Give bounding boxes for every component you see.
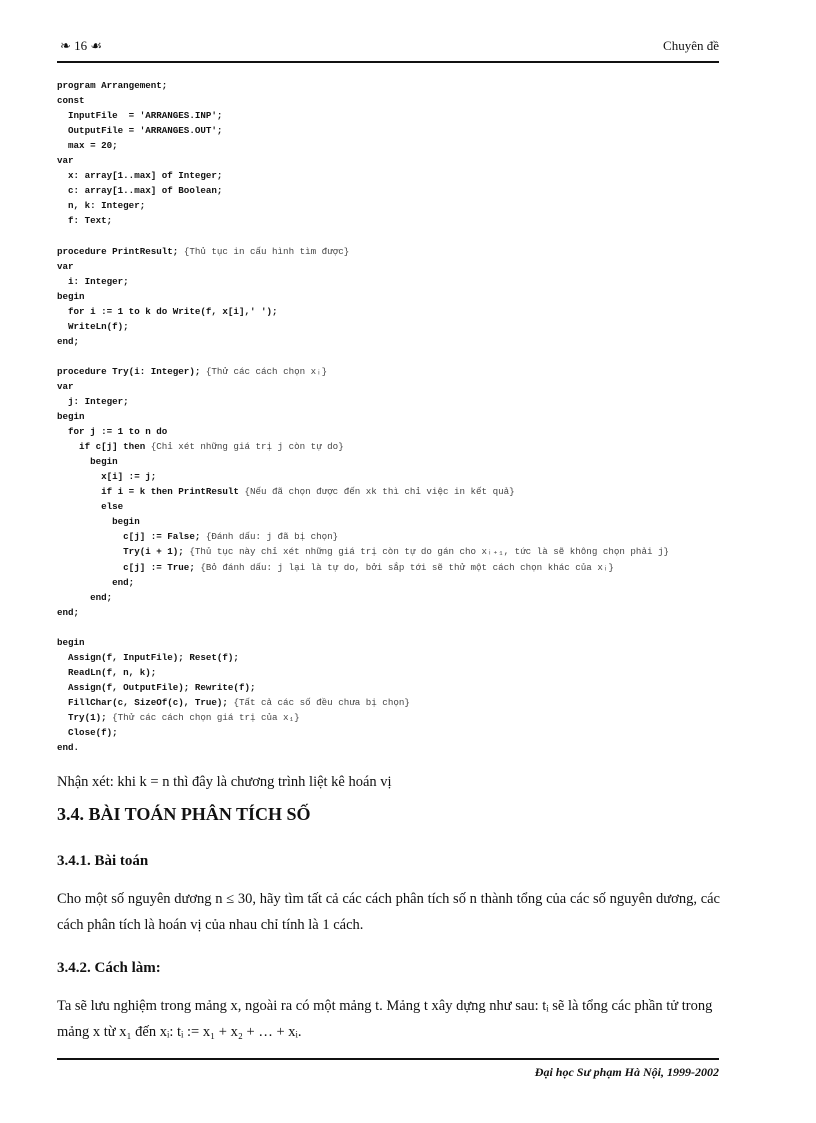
code-comment: {Chỉ xét những giá trị j còn tự do} (150, 441, 344, 453)
code-line: x[i] := j; (57, 471, 157, 483)
code-line: if c[j] then (57, 441, 151, 453)
code-line: program Arrangement; (57, 80, 168, 91)
footer-rule (57, 1058, 719, 1060)
problem-paragraph: Cho một số nguyên dương n ≤ 30, hãy tìm tất cả các cách phân tích số n thành tổng của các số nguyên dương, các cách phân tích là hoán vị của nhau chỉ tính là 1 cách. (57, 891, 720, 933)
page-number: ❧ 16 ☙ (60, 38, 103, 53)
code-line: var (57, 380, 74, 392)
code-line: FillChar(c, SizeOf(c), True); (57, 696, 234, 708)
code-line: begin (57, 636, 85, 648)
code-line: InputFile = 'ARRANGES.INP'; (57, 110, 223, 122)
code-line: OutputFile = 'ARRANGES.OUT'; (57, 125, 223, 137)
code-line: c[j] := False; (57, 531, 206, 543)
subsection-title-problem: 3.4.1. Bài toán (57, 853, 149, 869)
code-line: WriteLn(f); (57, 320, 129, 332)
code-line: if i = k then PrintResult (57, 486, 245, 498)
header-section: Chuyên đề (663, 38, 719, 53)
code-comment: {Thủ tục in cấu hình tìm được} (183, 245, 350, 257)
code-line: end; (57, 606, 80, 618)
header-rule (57, 61, 719, 63)
code-line: x: array[1..max] of Integer; (57, 170, 223, 182)
note-text: Nhận xét: khi k = n thì đây là chương trình liệt kê hoán vị (57, 774, 392, 790)
code-line: n, k: Integer; (57, 200, 146, 212)
code-line: ReadLn(f, n, k); (57, 666, 157, 678)
code-line: procedure PrintResult; (57, 245, 184, 257)
code-line: begin (57, 516, 140, 528)
code-line: i: Integer; (57, 275, 129, 287)
subsection-title-method: 3.4.2. Cách làm: (57, 960, 161, 976)
code-comment: {Nếu đã chọn được đến xk thì chỉ việc in kết quả} (244, 486, 515, 498)
code-line: else (57, 501, 124, 513)
code-line: c[j] := True; (57, 561, 201, 573)
code-line: var (57, 155, 74, 167)
code-line: Try(i + 1); (57, 546, 190, 558)
footer-text: Đại học Sư phạm Hà Nội, 1999-2002 (534, 1065, 719, 1079)
section-title: 3.4. BÀI TOÁN PHÂN TÍCH SỐ (57, 804, 311, 824)
code-line: procedure Try(i: Integer); (57, 365, 206, 377)
code-line: max = 20; (57, 140, 118, 152)
code-comment: {Thủ tục này chỉ xét những giá trị còn tự do gán cho xᵢ₊₁, tức là sẽ không chọn phải j} (189, 546, 670, 558)
code-line: end. (57, 742, 80, 754)
code-comment: {Đánh dấu: j đã bị chọn} (205, 531, 339, 543)
code-line: Assign(f, OutputFile); Rewrite(f); (57, 681, 256, 693)
code-line: var (57, 260, 74, 272)
code-line: for j := 1 to n do (57, 426, 168, 438)
code-line: begin (57, 411, 85, 423)
code-comment: {Bỏ đánh dấu: j lại là tự do, bởi sắp tới sẽ thử một cách chọn khác của xᵢ} (200, 561, 614, 573)
code-comment: {Thử các cách chọn xᵢ} (205, 365, 328, 377)
code-line: Try(1); (57, 711, 113, 723)
code-line: begin (57, 456, 118, 468)
code-line: j: Integer; (57, 395, 129, 407)
code-line: end; (57, 335, 80, 347)
code-line: Assign(f, InputFile); Reset(f); (57, 651, 239, 663)
method-paragraph: Ta sẽ lưu nghiệm trong mảng x, ngoài ra có một mảng t. Mảng t xây dựng như sau: tᵢ sẽ là tổng các phần tử trong mảng x từ x₁ đến xᵢ: tᵢ := x₁ + x₂ + … + xᵢ. (57, 998, 713, 1040)
code-line: begin (57, 290, 85, 302)
code-block (57, 78, 757, 755)
code-line: end; (57, 576, 135, 588)
code-line: f: Text; (57, 215, 113, 227)
code-line: const (57, 95, 85, 107)
code-comment: {Tất cả các số đều chưa bị chọn} (233, 696, 410, 708)
code-line: c: array[1..max] of Boolean; (57, 185, 223, 197)
code-line: for i := 1 to k do Write(f, x[i],' '); (57, 305, 278, 317)
code-line: end; (57, 591, 113, 603)
code-comment: {Thử các cách chọn giá trị của x₁} (112, 711, 300, 723)
code-line: Close(f); (57, 727, 118, 739)
